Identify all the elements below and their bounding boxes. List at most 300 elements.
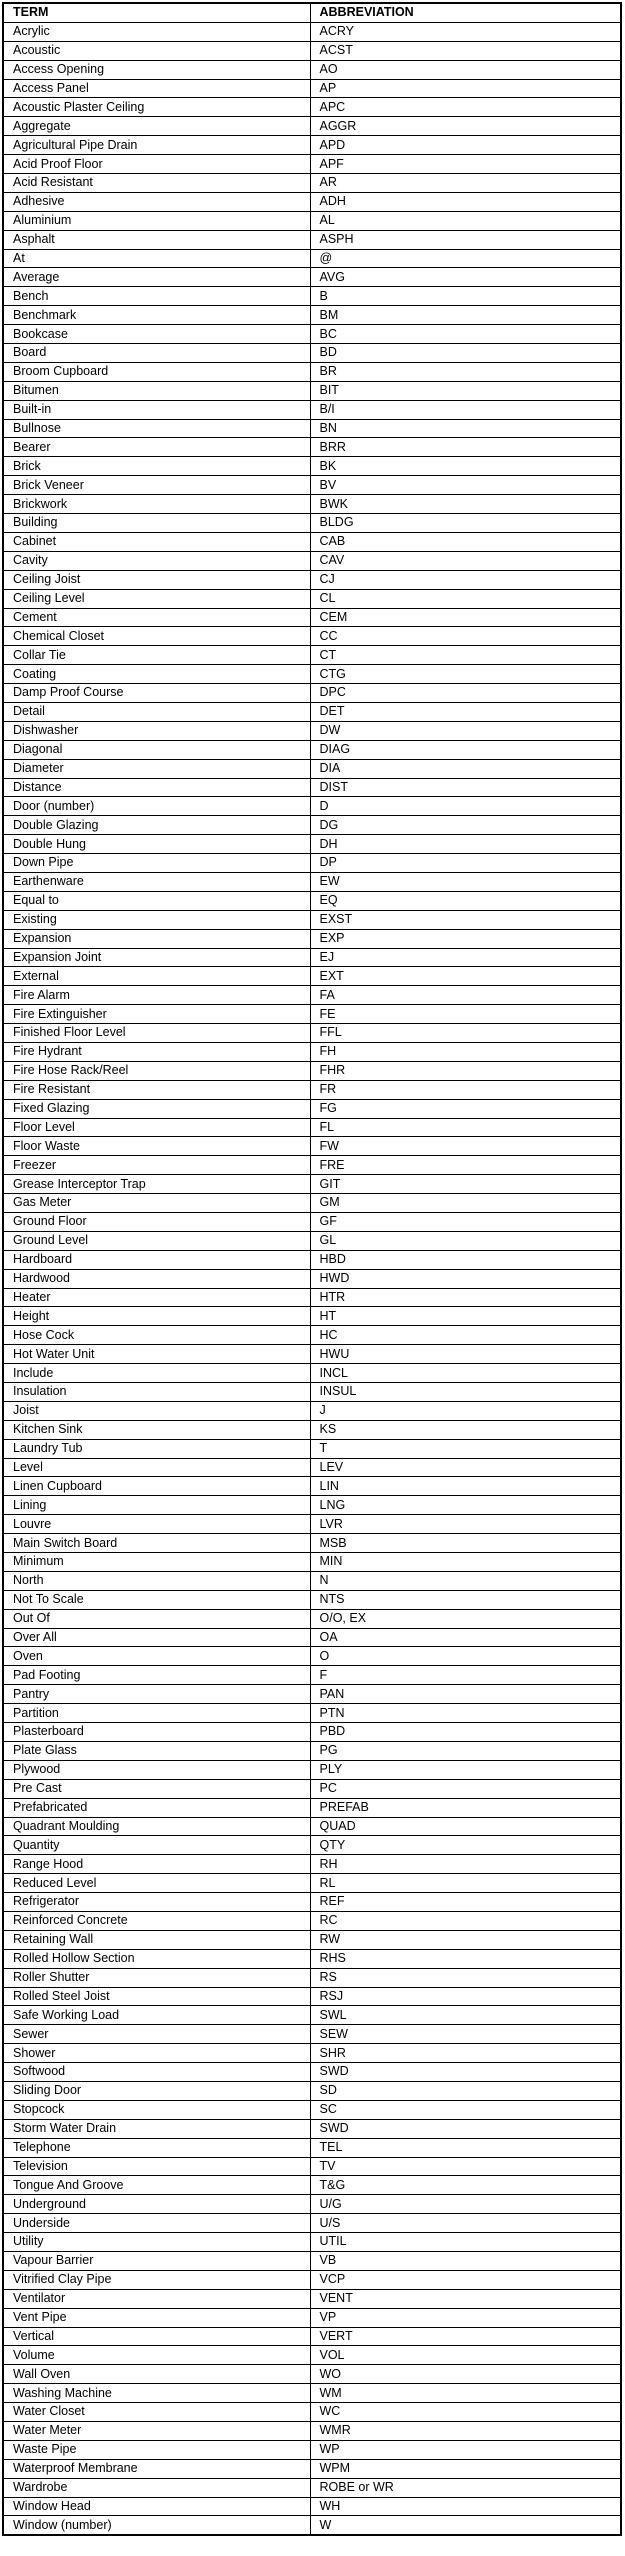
table-row: [3, 1175, 621, 1194]
term-cell: Hardwood: [3, 1269, 310, 1288]
abbreviation-cell: CEM: [310, 608, 621, 627]
abbreviation-cell: INCL: [310, 1364, 621, 1383]
term-cell: Freezer: [3, 1156, 310, 1175]
abbreviation-cell: DET: [310, 702, 621, 721]
abbreviation-cell: AL: [310, 211, 621, 230]
abbreviation-cell: ASPH: [310, 230, 621, 249]
table-row: [3, 1817, 621, 1836]
table-row: [3, 1420, 621, 1439]
term-cell: Not To Scale: [3, 1590, 310, 1609]
abbreviation-cell: APF: [310, 155, 621, 174]
abbreviation-cell: REF: [310, 1893, 621, 1912]
term-cell: Laundry Tub: [3, 1439, 310, 1458]
term-cell: Kitchen Sink: [3, 1420, 310, 1439]
term-cell: Expansion Joint: [3, 948, 310, 967]
term-cell: Out Of: [3, 1609, 310, 1628]
table-row: [3, 2478, 621, 2497]
term-cell: Reduced Level: [3, 1874, 310, 1893]
abbreviation-cell: DW: [310, 721, 621, 740]
term-cell: Vent Pipe: [3, 2308, 310, 2327]
abbreviation-cell: GIT: [310, 1175, 621, 1194]
term-cell: Water Closet: [3, 2403, 310, 2422]
table-row: [3, 1741, 621, 1760]
abbreviation-cell: SC: [310, 2100, 621, 2119]
table-row: [3, 438, 621, 457]
term-cell: Fire Resistant: [3, 1080, 310, 1099]
abbreviation-cell: SD: [310, 2081, 621, 2100]
table-row: [3, 1685, 621, 1704]
term-cell: Built-in: [3, 400, 310, 419]
abbreviation-cell: FH: [310, 1042, 621, 1061]
term-cell: Linen Cupboard: [3, 1477, 310, 1496]
abbreviation-cell: CL: [310, 589, 621, 608]
term-cell: Gas Meter: [3, 1194, 310, 1213]
abbreviation-cell: T: [310, 1439, 621, 1458]
table-row: [3, 22, 621, 41]
table-row: [3, 608, 621, 627]
abbreviation-cell: WP: [310, 2440, 621, 2459]
term-cell: Agricultural Pipe Drain: [3, 136, 310, 155]
table-row: [3, 570, 621, 589]
table-row: [3, 495, 621, 514]
table-row: [3, 2308, 621, 2327]
abbreviation-cell: CC: [310, 627, 621, 646]
table-row: [3, 1364, 621, 1383]
abbreviation-cell: @: [310, 249, 621, 268]
table-row: [3, 1213, 621, 1232]
abbreviation-cell: CJ: [310, 570, 621, 589]
abbreviation-cell: HT: [310, 1307, 621, 1326]
table-row: [3, 1080, 621, 1099]
table-row: [3, 1099, 621, 1118]
table-row: [3, 2497, 621, 2516]
table-row: [3, 1571, 621, 1590]
term-cell: Expansion: [3, 929, 310, 948]
term-cell: Collar Tie: [3, 646, 310, 665]
abbreviation-cell: BV: [310, 476, 621, 495]
table-row: [3, 306, 621, 325]
abbreviation-cell: APC: [310, 98, 621, 117]
term-cell: Tongue And Groove: [3, 2176, 310, 2195]
term-cell: Rolled Steel Joist: [3, 1987, 310, 2006]
term-cell: Underside: [3, 2214, 310, 2233]
table-row: [3, 702, 621, 721]
abbreviation-cell: HWU: [310, 1345, 621, 1364]
table-row: [3, 2270, 621, 2289]
abbreviation-cell: BIT: [310, 381, 621, 400]
abbreviation-cell: HTR: [310, 1288, 621, 1307]
term-cell: Ceiling Joist: [3, 570, 310, 589]
table-row: [3, 325, 621, 344]
term-cell: Acrylic: [3, 22, 310, 41]
table-row: [3, 1231, 621, 1250]
table-row: [3, 1609, 621, 1628]
table-row: [3, 1345, 621, 1364]
table-row: [3, 967, 621, 986]
term-cell: Louvre: [3, 1515, 310, 1534]
table-row: [3, 2025, 621, 2044]
term-cell: Building: [3, 514, 310, 533]
abbreviation-cell: INSUL: [310, 1383, 621, 1402]
table-row: [3, 1307, 621, 1326]
table-row: [3, 929, 621, 948]
term-cell: Asphalt: [3, 230, 310, 249]
term-cell: Acid Proof Floor: [3, 155, 310, 174]
table-row: [3, 2195, 621, 2214]
table-row: [3, 1137, 621, 1156]
table-row: [3, 1024, 621, 1043]
table-row: [3, 1250, 621, 1269]
table-row: [3, 2063, 621, 2082]
term-cell: Acid Resistant: [3, 174, 310, 193]
table-row: [3, 136, 621, 155]
term-cell: Height: [3, 1307, 310, 1326]
table-row: [3, 2214, 621, 2233]
table-row: [3, 1401, 621, 1420]
abbreviation-cell: APD: [310, 136, 621, 155]
term-cell: Lining: [3, 1496, 310, 1515]
abbreviation-cell: SWD: [310, 2119, 621, 2138]
table-row: [3, 1288, 621, 1307]
term-cell: Ground Level: [3, 1231, 310, 1250]
table-row: [3, 155, 621, 174]
abbreviation-cell: RS: [310, 1968, 621, 1987]
term-cell: Utility: [3, 2233, 310, 2252]
table-row: [3, 1326, 621, 1345]
table-row: [3, 1628, 621, 1647]
table-row: [3, 2100, 621, 2119]
term-cell: Pantry: [3, 1685, 310, 1704]
abbreviation-cell: U/S: [310, 2214, 621, 2233]
table-row: [3, 230, 621, 249]
abbreviation-cell: SHR: [310, 2044, 621, 2063]
term-cell: Earthenware: [3, 872, 310, 891]
term-cell: Fire Hose Rack/Reel: [3, 1061, 310, 1080]
abbreviation-cell: VERT: [310, 2327, 621, 2346]
abbreviation-cell: FR: [310, 1080, 621, 1099]
table-row: [3, 2251, 621, 2270]
term-cell: Vapour Barrier: [3, 2251, 310, 2270]
table-row: [3, 1515, 621, 1534]
term-cell: Pre Cast: [3, 1779, 310, 1798]
abbreviation-cell: WO: [310, 2365, 621, 2384]
table-row: [3, 551, 621, 570]
term-cell: Double Hung: [3, 835, 310, 854]
abbreviation-cell: D: [310, 797, 621, 816]
abbreviation-cell: LEV: [310, 1458, 621, 1477]
table-row: [3, 646, 621, 665]
abbreviation-cell: N: [310, 1571, 621, 1590]
term-cell: Underground: [3, 2195, 310, 2214]
abbreviation-cell: MIN: [310, 1553, 621, 1572]
term-cell: Fire Alarm: [3, 986, 310, 1005]
table-row: [3, 854, 621, 873]
abbreviation-cell: BK: [310, 457, 621, 476]
term-cell: Aggregate: [3, 117, 310, 136]
abbreviation-cell: J: [310, 1401, 621, 1420]
abbreviation-cell: PREFAB: [310, 1798, 621, 1817]
term-cell: Include: [3, 1364, 310, 1383]
term-cell: Refrigerator: [3, 1893, 310, 1912]
abbreviation-cell: TV: [310, 2157, 621, 2176]
abbreviation-cell: BM: [310, 306, 621, 325]
term-cell: Plate Glass: [3, 1741, 310, 1760]
term-cell: Bitumen: [3, 381, 310, 400]
abbreviation-cell: BLDG: [310, 514, 621, 533]
abbreviation-cell: RC: [310, 1911, 621, 1930]
table-row: [3, 2081, 621, 2100]
table-row: [3, 362, 621, 381]
term-cell: Grease Interceptor Trap: [3, 1175, 310, 1194]
table-row: [3, 948, 621, 967]
term-cell: Oven: [3, 1647, 310, 1666]
term-cell: Door (number): [3, 797, 310, 816]
table-row: [3, 268, 621, 287]
table-row: [3, 2044, 621, 2063]
abbreviation-cell: QTY: [310, 1836, 621, 1855]
abbreviation-cell: BD: [310, 344, 621, 363]
term-cell: Wardrobe: [3, 2478, 310, 2497]
table-row: [3, 1118, 621, 1137]
abbreviation-cell: PTN: [310, 1704, 621, 1723]
table-row: [3, 2516, 621, 2535]
term-cell: Vitrified Clay Pipe: [3, 2270, 310, 2289]
table-row: [3, 910, 621, 929]
table-row: [3, 1042, 621, 1061]
term-cell: Hardboard: [3, 1250, 310, 1269]
table-row: [3, 1005, 621, 1024]
term-cell: Rolled Hollow Section: [3, 1949, 310, 1968]
table-row: [3, 1855, 621, 1874]
abbreviation-cell: WH: [310, 2497, 621, 2516]
table-row: [3, 816, 621, 835]
abbreviation-cell: FFL: [310, 1024, 621, 1043]
term-cell: Brickwork: [3, 495, 310, 514]
term-cell: Hose Cock: [3, 1326, 310, 1345]
term-cell: Chemical Closet: [3, 627, 310, 646]
term-cell: Bullnose: [3, 419, 310, 438]
term-cell: Sewer: [3, 2025, 310, 2044]
term-cell: Bench: [3, 287, 310, 306]
term-cell: Cabinet: [3, 532, 310, 551]
abbreviation-cell: VENT: [310, 2289, 621, 2308]
abbreviation-column-header: ABBREVIATION: [310, 3, 621, 22]
table-row: [3, 2346, 621, 2365]
abbreviation-cell: TEL: [310, 2138, 621, 2157]
table-row: [3, 872, 621, 891]
abbreviation-cell: RSJ: [310, 1987, 621, 2006]
term-cell: Vertical: [3, 2327, 310, 2346]
table-row: [3, 759, 621, 778]
term-cell: Storm Water Drain: [3, 2119, 310, 2138]
term-cell: Bearer: [3, 438, 310, 457]
table-row: [3, 1269, 621, 1288]
table-row: [3, 835, 621, 854]
abbreviation-cell: EXT: [310, 967, 621, 986]
table-row: [3, 1534, 621, 1553]
term-cell: Access Panel: [3, 79, 310, 98]
table-row: [3, 174, 621, 193]
table-row: [3, 1647, 621, 1666]
table-row: [3, 532, 621, 551]
term-cell: Pad Footing: [3, 1666, 310, 1685]
term-cell: Detail: [3, 702, 310, 721]
term-cell: Minimum: [3, 1553, 310, 1572]
abbreviation-cell: WMR: [310, 2422, 621, 2441]
abbreviation-cell: AR: [310, 174, 621, 193]
table-row: [3, 627, 621, 646]
term-cell: Floor Level: [3, 1118, 310, 1137]
term-cell: Diagonal: [3, 740, 310, 759]
abbreviation-cell: GM: [310, 1194, 621, 1213]
abbreviation-cell: DH: [310, 835, 621, 854]
abbreviation-cell: W: [310, 2516, 621, 2535]
table-row: [3, 192, 621, 211]
table-row: [3, 1156, 621, 1175]
term-cell: Window (number): [3, 2516, 310, 2535]
table-row: [3, 1930, 621, 1949]
table-row: [3, 79, 621, 98]
table-row: [3, 98, 621, 117]
term-cell: Main Switch Board: [3, 1534, 310, 1553]
abbreviation-cell: WM: [310, 2384, 621, 2403]
term-cell: Ground Floor: [3, 1213, 310, 1232]
term-cell: Softwood: [3, 2063, 310, 2082]
abbreviation-cell: LVR: [310, 1515, 621, 1534]
table-row: [3, 665, 621, 684]
table-row: [3, 476, 621, 495]
term-cell: Waterproof Membrane: [3, 2459, 310, 2478]
table-row: [3, 1723, 621, 1742]
term-cell: Damp Proof Course: [3, 684, 310, 703]
term-cell: Distance: [3, 778, 310, 797]
abbreviation-cell: GL: [310, 1231, 621, 1250]
term-cell: Existing: [3, 910, 310, 929]
table-row: [3, 2289, 621, 2308]
abbreviation-cell: HWD: [310, 1269, 621, 1288]
term-cell: Ceiling Level: [3, 589, 310, 608]
term-cell: North: [3, 1571, 310, 1590]
term-cell: Quadrant Moulding: [3, 1817, 310, 1836]
term-cell: Plywood: [3, 1760, 310, 1779]
term-cell: Fixed Glazing: [3, 1099, 310, 1118]
abbreviation-cell: DIAG: [310, 740, 621, 759]
table-row: [3, 2422, 621, 2441]
term-cell: Washing Machine: [3, 2384, 310, 2403]
term-cell: External: [3, 967, 310, 986]
abbreviation-cell: CAV: [310, 551, 621, 570]
abbreviation-cell: FRE: [310, 1156, 621, 1175]
table-row: [3, 1553, 621, 1572]
abbreviation-cell: SEW: [310, 2025, 621, 2044]
abbreviation-cell: GF: [310, 1213, 621, 1232]
abbreviation-cell: CT: [310, 646, 621, 665]
table-row: [3, 1949, 621, 1968]
abbreviation-cell: O: [310, 1647, 621, 1666]
term-cell: Over All: [3, 1628, 310, 1647]
table-row: [3, 2440, 621, 2459]
table-row: [3, 1779, 621, 1798]
abbreviation-cell: WPM: [310, 2459, 621, 2478]
abbreviation-cell: FHR: [310, 1061, 621, 1080]
abbreviation-cell: EQ: [310, 891, 621, 910]
abbreviation-cell: PC: [310, 1779, 621, 1798]
table-row: [3, 2006, 621, 2025]
abbreviation-cell: BC: [310, 325, 621, 344]
abbreviation-cell: VB: [310, 2251, 621, 2270]
term-cell: Quantity: [3, 1836, 310, 1855]
abbreviation-cell: EXST: [310, 910, 621, 929]
term-column-header: TERM: [3, 3, 310, 22]
table-row: [3, 249, 621, 268]
abbreviation-cell: SWD: [310, 2063, 621, 2082]
abbreviation-cell: SWL: [310, 2006, 621, 2025]
table-row: [3, 986, 621, 1005]
abbreviation-table: [2, 2, 622, 2536]
abbreviation-cell: FL: [310, 1118, 621, 1137]
table-row: [3, 1439, 621, 1458]
table-row: [3, 344, 621, 363]
abbreviation-cell: RHS: [310, 1949, 621, 1968]
abbreviation-cell: ROBE or WR: [310, 2478, 621, 2497]
table-row: [3, 400, 621, 419]
abbreviation-cell: QUAD: [310, 1817, 621, 1836]
abbreviation-cell: T&G: [310, 2176, 621, 2195]
term-cell: Ventilator: [3, 2289, 310, 2308]
abbreviation-cell: FW: [310, 1137, 621, 1156]
abbreviation-cell: LIN: [310, 1477, 621, 1496]
term-cell: Board: [3, 344, 310, 363]
table-row: [3, 514, 621, 533]
table-row: [3, 1968, 621, 1987]
table-row: [3, 1477, 621, 1496]
term-cell: Broom Cupboard: [3, 362, 310, 381]
term-cell: At: [3, 249, 310, 268]
abbreviation-cell: FG: [310, 1099, 621, 1118]
table-row: [3, 1836, 621, 1855]
term-cell: Sliding Door: [3, 2081, 310, 2100]
abbreviation-cell: AVG: [310, 268, 621, 287]
term-cell: Television: [3, 2157, 310, 2176]
abbreviation-cell: PG: [310, 1741, 621, 1760]
term-cell: Cement: [3, 608, 310, 627]
abbreviation-cell: MSB: [310, 1534, 621, 1553]
term-cell: Diameter: [3, 759, 310, 778]
abbreviation-cell: DG: [310, 816, 621, 835]
term-cell: Acoustic: [3, 41, 310, 60]
term-cell: Equal to: [3, 891, 310, 910]
term-cell: Average: [3, 268, 310, 287]
header-row: [3, 3, 621, 22]
table-row: [3, 1061, 621, 1080]
table-row: [3, 1874, 621, 1893]
table-row: [3, 2119, 621, 2138]
abbreviation-cell: CAB: [310, 532, 621, 551]
term-cell: Floor Waste: [3, 1137, 310, 1156]
table-row: [3, 1590, 621, 1609]
term-cell: Fire Hydrant: [3, 1042, 310, 1061]
term-cell: Stopcock: [3, 2100, 310, 2119]
term-cell: Brick: [3, 457, 310, 476]
abbreviation-cell: AP: [310, 79, 621, 98]
table-row: [3, 1704, 621, 1723]
term-cell: Hot Water Unit: [3, 1345, 310, 1364]
table-row: [3, 60, 621, 79]
table-row: [3, 1194, 621, 1213]
table-row: [3, 2176, 621, 2195]
table-row: [3, 1798, 621, 1817]
abbreviation-cell: EJ: [310, 948, 621, 967]
